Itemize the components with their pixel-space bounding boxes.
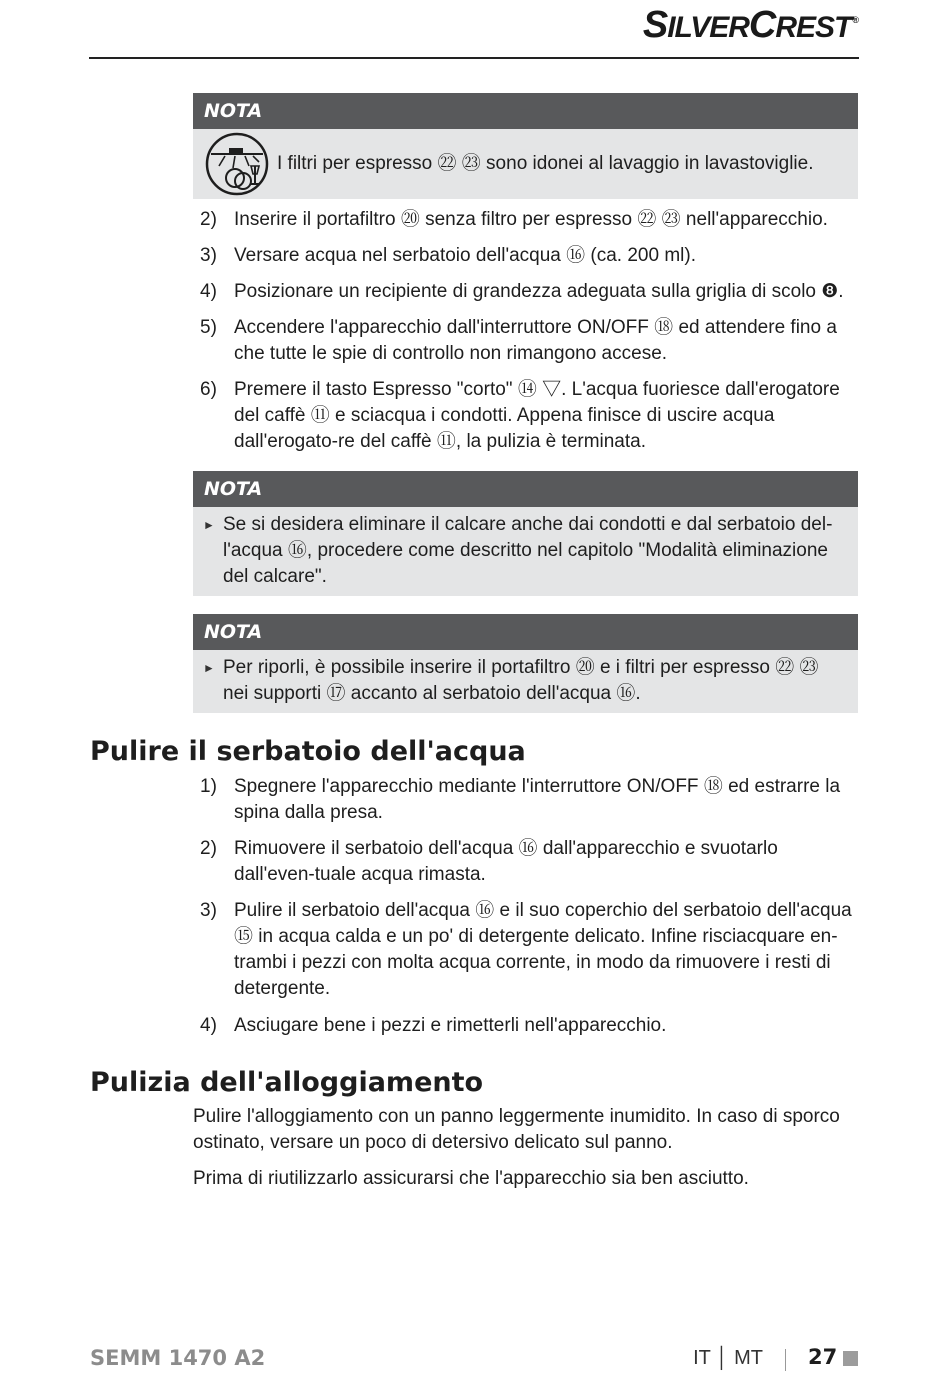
dishwasher-icon (205, 132, 269, 196)
footer-divider (785, 1349, 786, 1371)
note-title: NOTA (193, 614, 858, 650)
list-item: 2) Rimuovere il serbatoio dell'acqua ⑯ dall'apparecchio e svuotarlo dall'even-tuale acqua rimasta. (200, 838, 778, 885)
note-text: I filtri per espresso ㉒ ㉓ sono idonei al lavaggio in lavastoviglie. (277, 153, 814, 174)
header-rule (89, 57, 859, 59)
bullet-arrow-icon: ► (203, 661, 215, 675)
list-item: 6) Premere il tasto Espresso "corto" ⑭ ▽. L'acqua fuoriesce dall'erogatore del caffè ⑪ e sciacqua i condotti. Appena finisce di uscire acqua dall'erogato-re del caffè ⑪, la pulizia è terminata. (200, 379, 840, 452)
list-item: 3) Pulire il serbatoio dell'acqua ⑯ e il suo coperchio del serbatoio dell'acqua ⑮ in acqua calda e un po' di detergente delicato. Infine risciacquare en-trambi i pezzi con molta acqua corrente, in modo da rimuovere i resti di detergente. (200, 900, 852, 999)
note-box (193, 471, 858, 596)
paragraph: Pulire l'alloggiamento con un panno leggermente inumidito. In caso di sporco ostinato, versare un poco di detersivo delicato sul panno. (193, 1106, 840, 1153)
list-item: 4) Posizionare un recipiente di grandezza adeguata sulla griglia di scolo ❽. (200, 281, 844, 302)
list-item: 2) Inserire il portafiltro ⑳ senza filtro per espresso ㉒ ㉓ nell'apparecchio. (200, 209, 828, 230)
note-box (193, 93, 858, 199)
bullet-arrow-icon: ► (203, 518, 215, 532)
paragraph: Prima di riutilizzarlo assicurarsi che l'apparecchio sia ben asciutto. (193, 1168, 749, 1189)
section-heading: Pulizia dell'alloggiamento (90, 1067, 484, 1098)
list-item: 5) Accendere l'apparecchio dall'interruttore ON/OFF ⑱ ed attendere fino a che tutte le spie di controllo non rimangono accese. (200, 317, 837, 364)
list-item: 1) Spegnere l'apparecchio mediante l'interruttore ON/OFF ⑱ ed estrarre la spina dalla presa. (200, 776, 841, 823)
note-title: NOTA (193, 93, 858, 129)
brand-logo: SILVERCREST® (642, 4, 858, 46)
note-box (193, 614, 858, 713)
note-title: NOTA (193, 471, 858, 507)
section-heading: Pulire il serbatoio dell'acqua (90, 736, 526, 767)
note-text: Se si desidera eliminare il calcare anche dai condotti e dal serbatoio del-l'acqua ⑯, procedere come descritto nel capitolo "Modalità eliminazione del calcare". (223, 514, 833, 587)
language-codes: IT │ MT (693, 1347, 763, 1369)
list-item: 3) Versare acqua nel serbatoio dell'acqua ⑯ (ca. 200 ml). (200, 245, 696, 266)
model-number: SEMM 1470 A2 (90, 1346, 266, 1370)
note-text: Per riporli, è possibile inserire il portafiltro ⑳ e i filtri per espresso ㉒ ㉓ nei supporti ⑰ accanto al serbatoio dell'acqua ⑯. (223, 657, 819, 704)
page-number: 27 (808, 1345, 838, 1369)
page-marker-icon (843, 1351, 858, 1366)
list-item: 4) Asciugare bene i pezzi e rimetterli nell'apparecchio. (200, 1015, 667, 1036)
